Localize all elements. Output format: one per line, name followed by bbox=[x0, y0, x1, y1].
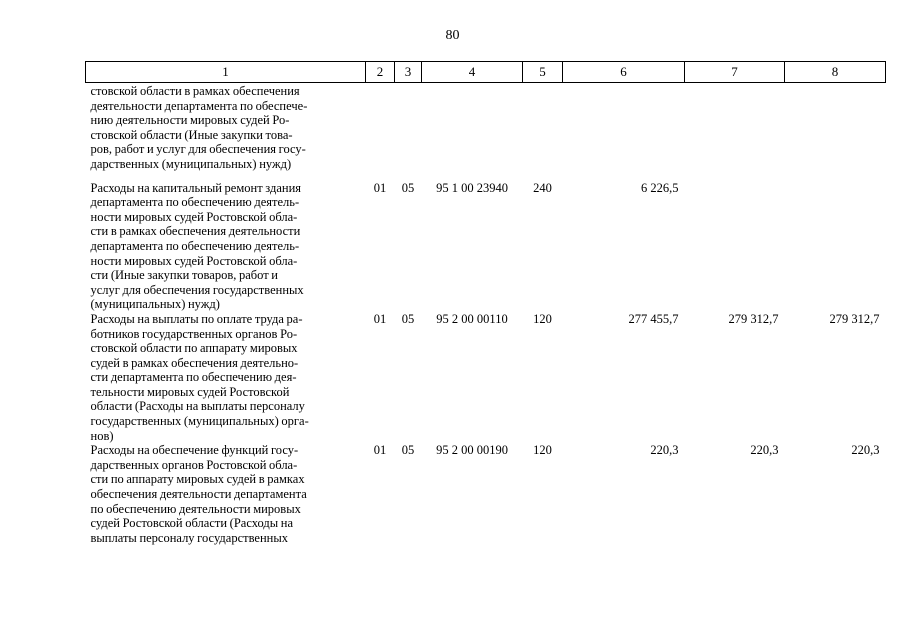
expense-type-code: 240 bbox=[533, 180, 552, 195]
header-row bbox=[86, 62, 886, 83]
subsection-code: 05 bbox=[401, 311, 415, 326]
description-line: сти департамента по обеспечению дея- bbox=[90, 370, 297, 385]
description-line: Расходы на выплаты по оплате труда ра- bbox=[90, 311, 303, 326]
amount-col-6: 220,3 bbox=[650, 443, 679, 458]
column-header-3: 3 bbox=[395, 62, 422, 83]
row-description bbox=[86, 181, 366, 312]
expense-type-code: 120 bbox=[533, 443, 552, 458]
amount-col-8 bbox=[785, 83, 886, 181]
amount-col-6: 277 455,7 bbox=[628, 311, 679, 326]
description-line: ности мировых судей Ростовской обла- bbox=[90, 253, 298, 268]
section-code: 01 bbox=[373, 311, 387, 326]
section-code: 01 bbox=[373, 443, 387, 458]
description-line: государственных (муниципальных) орга- bbox=[90, 414, 309, 429]
amount-col-6 bbox=[563, 83, 685, 181]
amount-col-8 bbox=[785, 181, 886, 312]
amount-col-8: 279 312,7 bbox=[829, 311, 880, 326]
section-code: 01 bbox=[373, 180, 387, 195]
target-article-code: 95 2 00 00190 bbox=[436, 443, 508, 458]
expense-type-code bbox=[523, 83, 563, 181]
description-line: стовской области (Иные закупки това- bbox=[90, 127, 293, 142]
table-row bbox=[86, 312, 886, 443]
description-line: сти по аппарату мировых судей в рамках bbox=[90, 472, 305, 487]
column-header-4: 4 bbox=[422, 62, 523, 83]
description-line: услуг для обеспечения государственных bbox=[90, 282, 304, 297]
description-line: выплаты персоналу государственных bbox=[90, 530, 288, 545]
description-line: дарственных органов Ростовской обла- bbox=[90, 457, 298, 472]
column-header-6: 6 bbox=[563, 62, 685, 83]
description-line: по обеспечению деятельности мировых bbox=[90, 501, 301, 516]
subsection-code: 05 bbox=[401, 443, 415, 458]
description-line: сти (Иные закупки товаров, работ и bbox=[90, 268, 278, 283]
amount-col-6: 6 226,5 bbox=[641, 180, 679, 195]
budget-table bbox=[85, 61, 886, 545]
description-line: области (Расходы на выплаты персоналу bbox=[90, 399, 305, 414]
amount-col-7: 220,3 bbox=[750, 443, 779, 458]
description-line: стовской области в рамках обеспечения bbox=[90, 84, 300, 98]
description-line: ров, работ и услуг для обеспечения госу- bbox=[90, 142, 306, 157]
description-line: (муниципальных) нужд) bbox=[90, 297, 220, 312]
table-row bbox=[86, 83, 886, 181]
row-description bbox=[86, 312, 366, 443]
description-line: Расходы на обеспечение функций госу- bbox=[90, 443, 299, 458]
description-line: департамента по обеспечению деятель- bbox=[90, 238, 300, 253]
description-line: тельности мировых судей Ростовской bbox=[90, 384, 290, 399]
amount-col-7: 279 312,7 bbox=[728, 311, 779, 326]
page-number: 80 bbox=[445, 28, 460, 43]
section-code bbox=[366, 83, 395, 181]
description-line: дарственных (муниципальных) нужд) bbox=[90, 156, 292, 171]
target-article-code: 95 2 00 00110 bbox=[436, 311, 508, 326]
column-header-2: 2 bbox=[366, 62, 395, 83]
description-line: судей Ростовской области (Расходы на bbox=[90, 516, 293, 531]
description-line: деятельности департамента по обеспече- bbox=[90, 98, 308, 113]
description-line: ности мировых судей Ростовской обла- bbox=[90, 209, 298, 224]
table-row bbox=[86, 443, 886, 545]
expense-type-code: 120 bbox=[533, 311, 552, 326]
row-description bbox=[86, 443, 366, 545]
column-header-7: 7 bbox=[685, 62, 785, 83]
subsection-code bbox=[395, 83, 422, 181]
description-line: обеспечения деятельности департамента bbox=[90, 487, 307, 502]
target-article-code: 95 1 00 23940 bbox=[436, 180, 508, 195]
description-line: департамента по обеспечению деятель- bbox=[90, 195, 300, 210]
amount-col-7 bbox=[685, 181, 785, 312]
column-header-1: 1 bbox=[86, 62, 366, 83]
description-line: судей в рамках обеспечения деятельно- bbox=[90, 355, 299, 370]
column-header-8: 8 bbox=[785, 62, 886, 83]
subsection-code: 05 bbox=[401, 180, 415, 195]
amount-col-8: 220,3 bbox=[851, 443, 880, 458]
description-line: нов) bbox=[90, 428, 114, 443]
row-description bbox=[86, 83, 366, 181]
description-line: сти в рамках обеспечения деятельности bbox=[90, 224, 301, 239]
target-article-code bbox=[422, 83, 523, 181]
amount-col-7 bbox=[685, 83, 785, 181]
table-row bbox=[86, 181, 886, 312]
description-line: нию деятельности мировых судей Ро- bbox=[90, 113, 290, 128]
description-line: ботников государственных органов Ро- bbox=[90, 326, 298, 341]
column-header-5: 5 bbox=[523, 62, 563, 83]
description-line: Расходы на капитальный ремонт здания bbox=[90, 180, 302, 195]
description-line: стовской области по аппарату мировых bbox=[90, 341, 298, 356]
